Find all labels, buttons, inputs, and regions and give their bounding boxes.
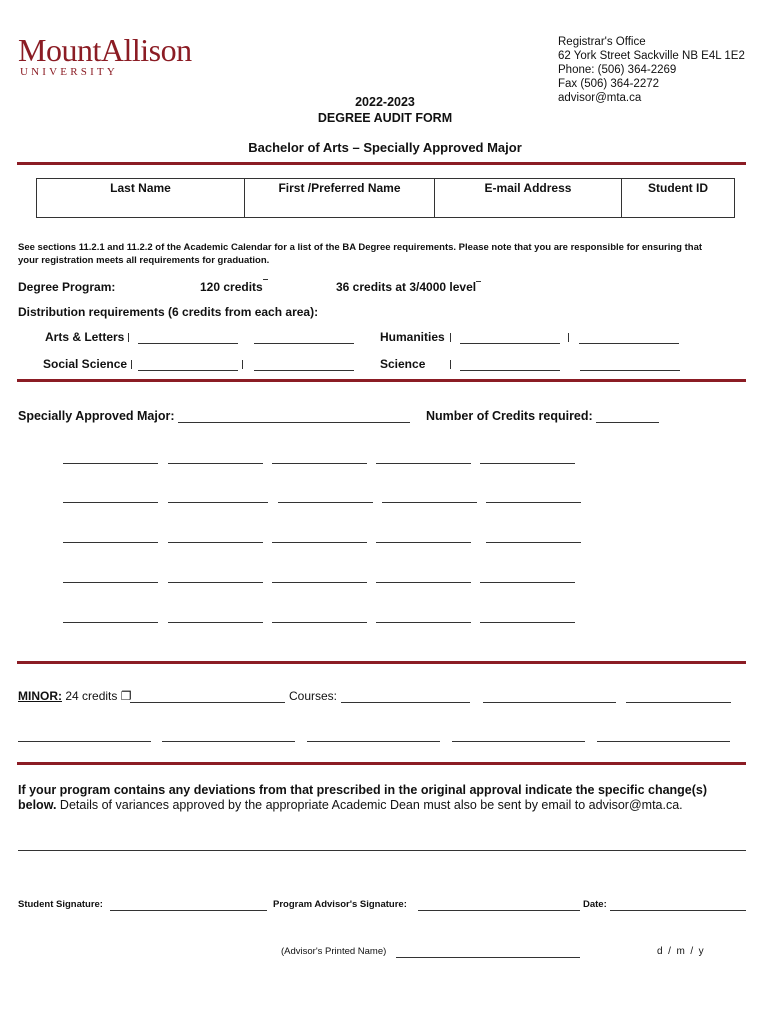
arts-letters-course-1[interactable] [138,343,238,344]
form-title: DEGREE AUDIT FORM [317,111,453,125]
divider [17,379,746,382]
tick-mark [450,333,451,342]
minor-course-blank[interactable] [18,741,151,742]
major-credits-label: Number of Credits required: [426,409,593,423]
level-credits: 36 credits at 3/4000 level [336,280,477,294]
advisor-signature-field[interactable] [418,910,580,911]
social-science-label: Social Science [43,357,128,371]
minor-name-field[interactable] [130,702,285,703]
tick-mark [131,360,132,369]
major-course-blank[interactable] [480,463,575,464]
major-course-blank[interactable] [272,622,367,623]
major-course-blank[interactable] [272,542,367,543]
major-name-field[interactable] [178,422,410,423]
calendar-notice-line2: your registration meets all requirements for graduation. [18,255,270,266]
form-subtitle: Bachelor of Arts – Specially Approved Major [248,140,522,155]
university-logo-subtitle: UNIVERSITY [20,66,118,78]
first-name-header: First /Preferred Name [278,181,401,195]
minor-credits: 24 credits [65,689,118,703]
minor-course-blank[interactable] [307,741,440,742]
arts-letters-label: Arts & Letters [45,330,125,344]
divider [17,162,746,165]
arts-letters-course-2[interactable] [254,343,354,344]
major-course-blank[interactable] [63,582,158,583]
major-course-blank[interactable] [63,542,158,543]
major-course-blank[interactable] [168,622,263,623]
student-signature-field[interactable] [110,910,267,911]
major-credits-field[interactable] [596,422,659,423]
advisor-signature-label: Program Advisor's Signature: [273,899,407,910]
advisor-printed-name-field[interactable] [396,957,580,958]
last-name-field[interactable] [37,179,245,218]
major-course-blank[interactable] [272,463,367,464]
humanities-label: Humanities [380,330,445,344]
major-course-blank[interactable] [376,463,471,464]
minor-checkbox-icon[interactable]: ❐ [120,689,132,703]
major-course-blank[interactable] [486,542,581,543]
academic-year: 2022-2023 [355,95,415,109]
minor-course-blank[interactable] [162,741,295,742]
university-logo: MountAllison [18,32,192,68]
address-line: Registrar's Office [558,36,646,48]
major-course-blank[interactable] [376,622,471,623]
minor-row [18,689,131,703]
divider [17,661,746,664]
minor-course-blank[interactable] [452,741,585,742]
date-format-hint: d / m / y [657,946,704,957]
address-line: advisor@mta.ca [558,92,642,104]
calendar-notice-line1: See sections 11.2.1 and 11.2.2 of the Academic Calendar for a list of the BA Degree requirements. Please note that you are responsible for ensuring that [18,242,703,253]
deviations-bold-start: below. [18,798,57,812]
student-id-field[interactable] [622,179,735,218]
social-science-course-1[interactable] [138,370,238,371]
deviations-field[interactable] [18,850,746,851]
major-course-blank[interactable] [480,622,575,623]
major-course-blank[interactable] [63,622,158,623]
social-science-course-2[interactable] [254,370,354,371]
minor-courses-label: Courses: [289,689,338,703]
major-course-blank[interactable] [168,582,263,583]
total-credits: 120 credits [200,280,263,294]
major-course-blank[interactable] [168,502,268,503]
first-name-field[interactable] [245,179,435,218]
major-label: Specially Approved Major: [18,409,175,423]
major-course-blank[interactable] [278,502,373,503]
major-course-blank[interactable] [486,502,581,503]
address-line: 62 York Street Sackville NB E4L 1E2 [558,50,745,62]
major-course-blank[interactable] [376,582,471,583]
student-info-table [36,178,735,218]
humanities-course-1[interactable] [460,343,560,344]
student-signature-label: Student Signature: [18,899,103,910]
date-label: Date: [583,899,607,910]
major-course-blank[interactable] [168,542,263,543]
tick-mark [242,360,243,369]
tick-mark [568,333,569,342]
deviations-note [18,798,683,812]
major-course-blank[interactable] [63,463,158,464]
science-label: Science [380,357,426,371]
total-credits-check[interactable] [263,279,268,280]
minor-course-blank[interactable] [626,702,731,703]
advisor-printed-name-label: (Advisor's Printed Name) [281,946,387,957]
student-id-header: Student ID [648,181,708,195]
deviations-rest: Details of variances approved by the appropriate Academic Dean must also be sent by email to advisor@mta.ca. [56,798,683,812]
divider [17,762,746,765]
major-course-blank[interactable] [168,463,263,464]
minor-course-blank[interactable] [597,741,730,742]
major-course-blank[interactable] [272,582,367,583]
major-course-blank[interactable] [382,502,477,503]
humanities-course-2[interactable] [579,343,679,344]
science-course-2[interactable] [580,370,680,371]
address-line: Fax (506) 364-2272 [558,78,660,90]
major-course-blank[interactable] [63,502,158,503]
email-header: E-mail Address [484,181,572,195]
minor-label: MINOR: [18,689,62,703]
deviations-instruction: If your program contains any deviations from that prescribed in the original approval indicate the specific change(s) [18,783,708,797]
minor-course-blank[interactable] [483,702,616,703]
major-course-blank[interactable] [376,542,471,543]
date-field[interactable] [610,910,746,911]
tick-mark [128,333,129,342]
email-field[interactable] [435,179,622,218]
level-credits-check[interactable] [476,281,481,282]
distribution-heading: Distribution requirements (6 credits from each area): [18,305,319,319]
tick-mark [450,360,451,369]
science-course-1[interactable] [460,370,560,371]
address-line: Phone: (506) 364-2269 [558,64,677,76]
last-name-header: Last Name [110,181,171,195]
degree-program-label: Degree Program: [18,280,116,294]
minor-course-blank[interactable] [341,702,470,703]
major-course-blank[interactable] [480,582,575,583]
